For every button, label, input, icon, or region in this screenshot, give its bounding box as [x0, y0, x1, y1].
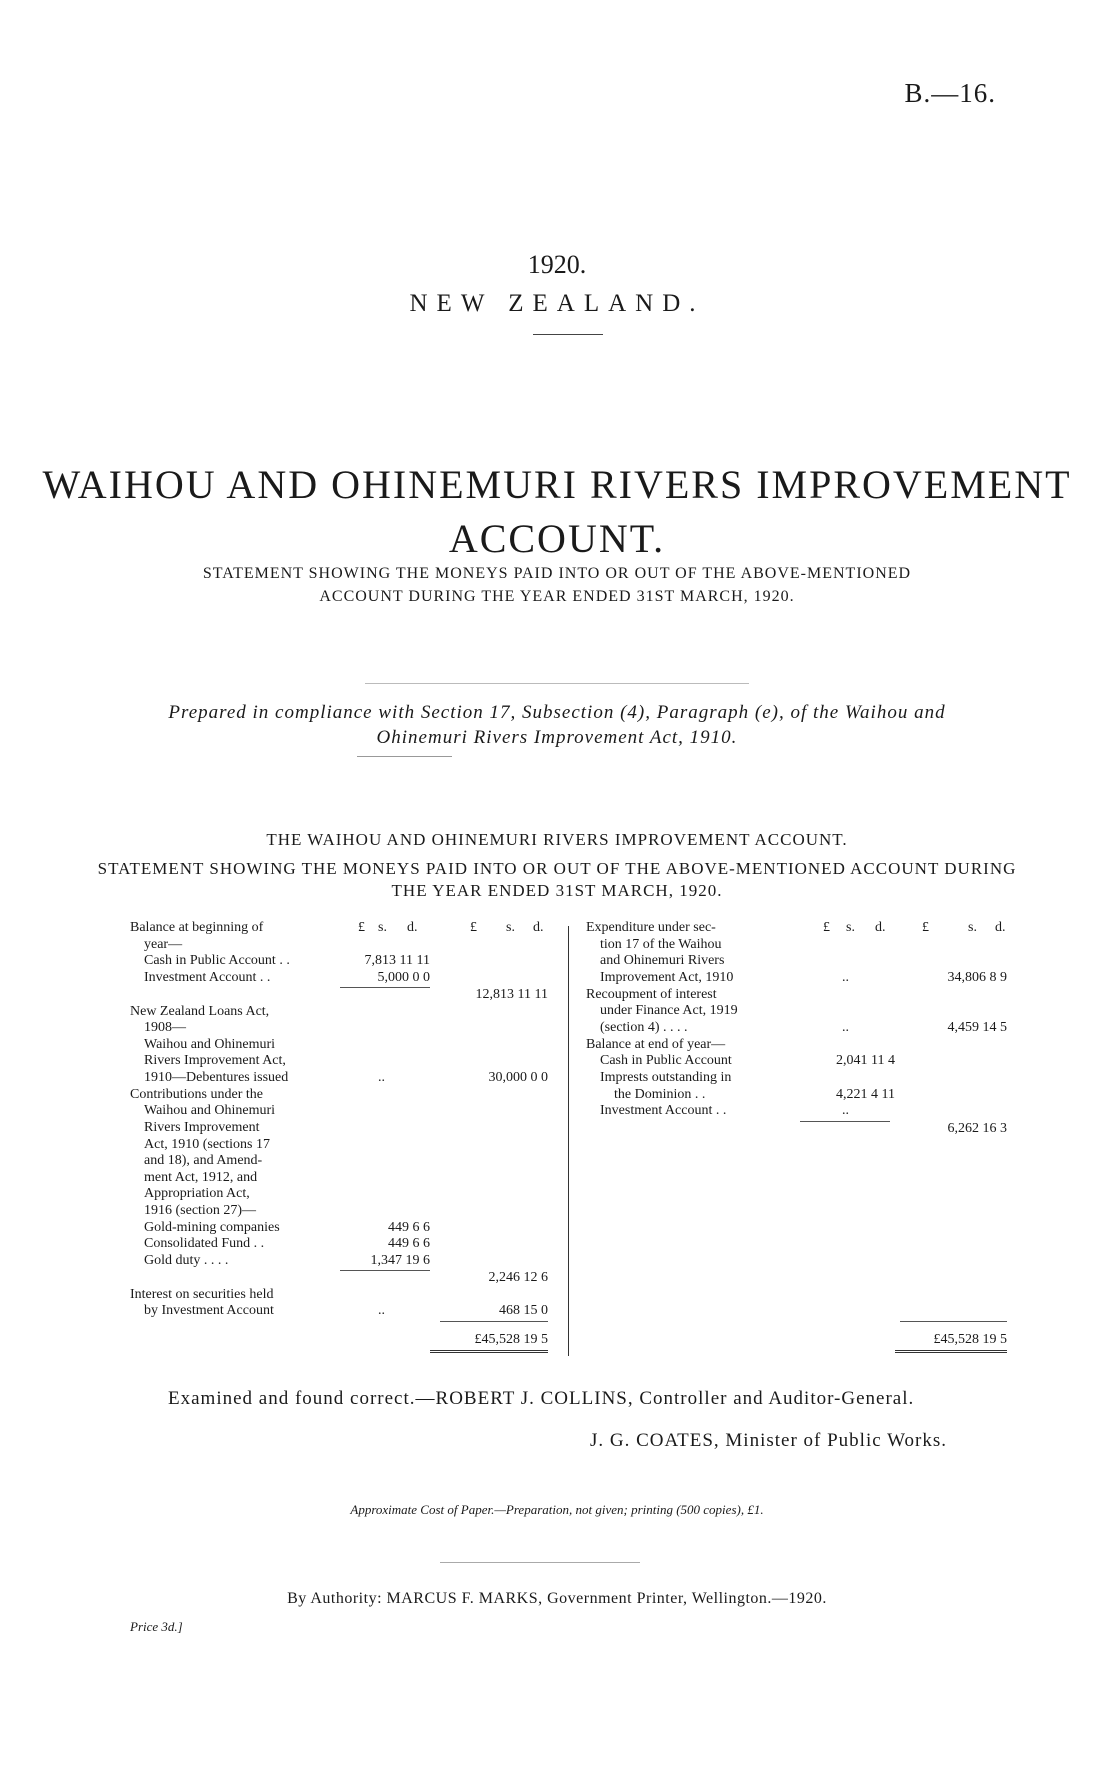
dots: .. [378, 1070, 385, 1085]
receipts-label: Investment Account . . [144, 970, 271, 985]
dots: .. [842, 970, 849, 985]
payments-total: 6,262 16 3 [947, 1121, 1007, 1136]
auditor-signature: Examined and found correct.—ROBERT J. COLLINS, Controller and Auditor-General. [168, 1388, 915, 1409]
receipts-value: 449 6 6 [388, 1236, 430, 1251]
receipts-label: Cash in Public Account . . [144, 953, 290, 968]
total-rule [440, 1321, 548, 1322]
payments-total: 4,459 14 5 [947, 1020, 1007, 1035]
subtotal-rule [340, 987, 430, 988]
receipts-label: Consolidated Fund . . [144, 1236, 265, 1251]
payments-label: Imprests outstanding in [600, 1070, 732, 1085]
subtitle-line-2: ACCOUNT DURING THE YEAR ENDED 31ST MARCH, 1920. [319, 588, 795, 605]
payments-grand-total: £45,528 19 5 [895, 1332, 1007, 1353]
subtotal-rule [800, 1121, 890, 1122]
receipts-label: Rivers Improvement [144, 1120, 260, 1135]
total-rule [900, 1321, 1007, 1322]
payments-value: 2,041 11 4 [836, 1053, 895, 1068]
payments-label: under Finance Act, 1919 [600, 1003, 738, 1018]
col-pound-right-1: £ [823, 920, 830, 935]
receipts-label: year— [144, 937, 183, 952]
col-shilling-left-1: s. [378, 920, 387, 935]
dots: .. [842, 1020, 849, 1035]
account-subtitle-line-1: STATEMENT SHOWING THE MONEYS PAID INTO OR OUT OF THE ABOVE-MENTIONED ACCOUNT DURING [97, 859, 1017, 878]
country-heading: NEW ZEALAND. [409, 290, 705, 317]
receipts-label: Interest on securities held [130, 1287, 274, 1302]
receipts-label: Appropriation Act, [144, 1186, 250, 1201]
receipts-label: by Investment Account [144, 1303, 274, 1318]
payments-label: Cash in Public Account [600, 1053, 732, 1068]
payments-label: Investment Account . . [600, 1103, 727, 1118]
column-divider [568, 926, 569, 1356]
receipts-label: ment Act, 1912, and [144, 1170, 258, 1185]
col-shilling-left-2: s. [506, 920, 515, 935]
document-year: 1920. [527, 250, 587, 279]
receipts-total: 2,246 12 6 [488, 1270, 548, 1285]
payments-label: and Ohinemuri Rivers [600, 953, 725, 968]
prepared-line-2: Ohinemuri Rivers Improvement Act, 1910. [376, 727, 738, 748]
receipts-label: Waihou and Ohinemuri [144, 1103, 276, 1118]
receipts-total: 12,813 11 11 [475, 987, 548, 1002]
payments-label: tion 17 of the Waihou [600, 937, 722, 952]
account-subtitle-line-2: THE YEAR ENDED 31ST MARCH, 1920. [391, 881, 723, 900]
receipts-label: Balance at beginning of [130, 920, 264, 935]
minister-signature: J. G. COATES, Minister of Public Works. [590, 1430, 947, 1451]
receipts-value: 1,347 19 6 [370, 1253, 430, 1268]
receipts-label: 1910—Debentures issued [144, 1070, 289, 1085]
payments-value: 4,221 4 11 [836, 1087, 895, 1102]
payments-label: the Dominion . . [614, 1087, 706, 1102]
divider [440, 1562, 640, 1563]
dots: .. [378, 1303, 385, 1318]
payments-label: Recoupment of interest [586, 987, 717, 1002]
payments-label: Improvement Act, 1910 [600, 970, 734, 985]
payments-label: Balance at end of year— [586, 1037, 726, 1052]
prepared-line-1: Prepared in compliance with Section 17, Subsection (4), Paragraph (e), of the Waihou and [168, 702, 946, 723]
receipts-total: 30,000 0 0 [488, 1070, 548, 1085]
receipts-grand-total: £45,528 19 5 [430, 1332, 548, 1353]
receipts-total: 468 15 0 [499, 1303, 548, 1318]
col-pound-right-2: £ [922, 920, 929, 935]
receipts-label: 1908— [144, 1020, 186, 1035]
payments-label: (section 4) . . . . [600, 1020, 688, 1035]
receipts-label: Gold-mining companies [144, 1220, 280, 1235]
dots: .. [842, 1103, 849, 1118]
receipts-label: Contributions under the [130, 1087, 263, 1102]
title-line-2: ACCOUNT. [448, 516, 666, 561]
subtitle-line-1: STATEMENT SHOWING THE MONEYS PAID INTO OR OUT OF THE ABOVE-MENTIONED [202, 565, 912, 582]
payments-total: 34,806 8 9 [947, 970, 1007, 985]
col-pence-left-1: d. [407, 920, 418, 935]
payments-label: Expenditure under sec- [586, 920, 716, 935]
account-title: THE WAIHOU AND OHINEMURI RIVERS IMPROVEMENT ACCOUNT. [266, 830, 848, 849]
title-line-1: WAIHOU AND OHINEMURI RIVERS IMPROVEMENT [42, 462, 1072, 507]
col-shilling-right-2: s. [968, 920, 977, 935]
subtotal-rule [340, 1270, 430, 1271]
col-shilling-right-1: s. [846, 920, 855, 935]
receipts-label: New Zealand Loans Act, [130, 1004, 270, 1019]
col-pound-left-1: £ [358, 920, 365, 935]
document-reference: B.—16. [904, 78, 996, 108]
receipts-label: Rivers Improvement Act, [144, 1053, 286, 1068]
price: Price 3d.] [130, 1619, 183, 1634]
receipts-value: 449 6 6 [388, 1220, 430, 1235]
receipts-value: 7,813 11 11 [364, 953, 430, 968]
printer-authority: By Authority: MARCUS F. MARKS, Government Printer, Wellington.—1920. [287, 1590, 827, 1607]
receipts-label: Act, 1910 (sections 17 [144, 1137, 270, 1152]
col-pence-right-2: d. [995, 920, 1006, 935]
col-pence-right-1: d. [875, 920, 886, 935]
receipts-label: and 18), and Amend- [144, 1153, 263, 1168]
col-pence-left-2: d. [533, 920, 544, 935]
receipts-label: 1916 (section 27)— [144, 1203, 256, 1218]
receipts-label: Waihou and Ohinemuri [144, 1037, 276, 1052]
cost-note: Approximate Cost of Paper.—Preparation, not given; printing (500 copies), £1. [350, 1502, 764, 1517]
col-pound-left-2: £ [470, 920, 477, 935]
receipts-label: Gold duty . . . . [144, 1253, 229, 1268]
receipts-value: 5,000 0 0 [377, 970, 430, 985]
